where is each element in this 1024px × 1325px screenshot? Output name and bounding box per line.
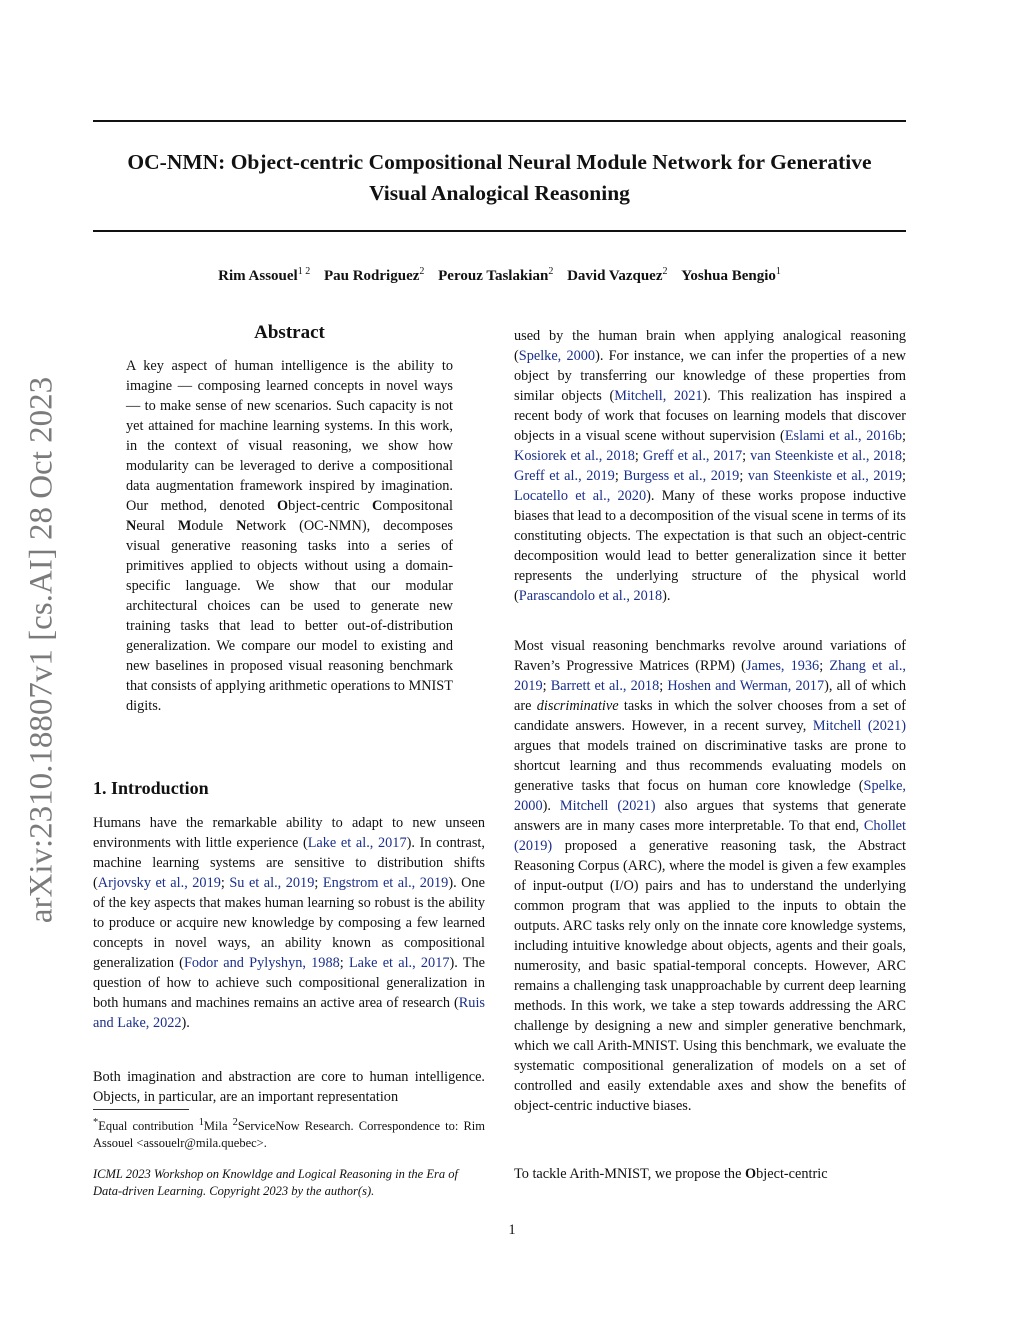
citation-link[interactable]: Fodor and Pylyshyn, 1988 (183, 955, 340, 971)
right-paragraph-2: Most visual reasoning benchmarks revolve around variations of Raven’s Progressive Matrices (RPM) (James, 1936; Zhang et al., 2019; Barrett et al., 2018; Hoshen and Werman, 2017), all of which are discriminative tasks in which the solver chooses from a set of candidate answers. However, in a recent survey, Mitchell (2021) argues that models trained on discriminative tasks are prone to shortcut learning and thus recommends evaluating models on generative tasks that focus on human core knowledge (Spelke, 2000). Mitchell (2021) also argues that systems that generate answers are in many cases more interpretable. To that end, Chollet (2019) proposed a generative reasoning task, the Abstract Reasoning Corpus (ARC), where the model is given a few examples of input-output (I/O) pairs and has to understand the underlying common program that was applied to the inputs to obtain the outputs. ARC tasks rely only on the innate core knowledge systems, including intuitive knowledge about objects, agents and their goals, numerosity, and basic spatial-temporal concepts. However, ARC remains a challenging task unapproachable by current deep learning methods. In this work, we take a step towards addressing the ARC challenge by designing a new and simpler generative benchmark, which we call Arith-MNIST. Using this benchmark, we evaluate the systematic compositional generalization of models on a set of controlled and easily extendable axes and show the benefits of object-centric inductive biases. (514, 638, 907, 1114)
paper-title-line-1: OC-NMN: Object-centric Compositional Neural Module Network for Generative (127, 150, 872, 174)
author: Perouz Taslakian$^2$ (438, 266, 554, 284)
arxiv-stamp: arXiv:2310.18807v1 [cs.AI] 28 Oct 2023 (23, 376, 60, 924)
paper-title (93, 147, 906, 209)
author-list (93, 266, 906, 285)
title-rule-bottom (93, 230, 906, 232)
section-heading-introduction: 1. Introduction (93, 778, 209, 798)
citation-link[interactable]: Greff et al., 2017 (642, 448, 743, 464)
author: Rim Assouel$^{1 2}$ (218, 266, 311, 284)
citation-link[interactable]: Arjovsky et al., 2019 (97, 875, 221, 891)
footnote: *Equal contribution $^1$Mila $^2$ServiceNow Research. Correspondence to: Rim Assouel <assouelr@mila.quebec>. (93, 1117, 485, 1151)
citation-link[interactable]: Lake et al., 2017 (348, 955, 450, 971)
citation-link[interactable]: Parascandolo et al., 2018 (518, 588, 663, 604)
citation-link[interactable]: Engstrom et al., 2019 (322, 875, 449, 891)
author: David Vazquez$^2$ (567, 266, 668, 284)
citation-link[interactable]: Barrett et al., 2018 (550, 678, 660, 694)
author: Yoshua Bengio$^1$ (681, 266, 781, 284)
abstract-body (126, 356, 453, 716)
paper-title-line-2: Visual Analogical Reasoning (369, 181, 630, 205)
citation-link[interactable]: Spelke, 2000 (514, 778, 906, 814)
citation-link[interactable]: Kosiorek et al., 2018 (514, 448, 635, 464)
citation-link[interactable]: Mitchell (2021) (559, 798, 656, 814)
citation-link[interactable]: Eslami et al., 2016b (784, 428, 903, 444)
intro-paragraph-1: Humans have the remarkable ability to adapt to new unseen environments with little experience (Lake et al., 2017). In contrast, machine learning systems are sensitive to distribution shifts (Arjovsky et al., 2019; Su et al., 2019; Engstrom et al., 2019). One of the key aspects that makes human learning so robust is the ability to produce or acquire new knowledge by composing a few learned concepts in novel ways, an ability known as compositional generalization (Fodor and Pylyshyn, 1988; Lake et al., 2017). The question of how to achieve such compositional generalization in both humans and machines remains an active area of research (Ruis and Lake, 2022). (93, 815, 486, 1031)
right-paragraph-3: To tackle Arith-MNIST, we propose the Object-centric (514, 1166, 828, 1182)
citation-link[interactable]: van Steenkiste et al., 2018 (750, 448, 903, 464)
citation-link[interactable]: Greff et al., 2019 (514, 468, 615, 484)
citation-link[interactable]: Lake et al., 2017 (307, 835, 407, 851)
citation-link[interactable]: van Steenkiste et al., 2019 (747, 468, 903, 484)
page-number: 1 (508, 1222, 516, 1238)
author: Pau Rodriguez$^2$ (323, 266, 425, 284)
title-rule-top (93, 120, 906, 122)
citation-link[interactable]: Ruis and Lake, 2022 (93, 995, 485, 1031)
citation-link[interactable]: Mitchell (2021) (812, 718, 906, 734)
abstract-heading: Abstract (254, 322, 325, 343)
intro-paragraph-2: Both imagination and abstraction are core to human intelligence. Objects, in particular, are an important representation (93, 1069, 485, 1105)
citation-link[interactable]: Locatello et al., 2020 (514, 488, 647, 504)
citation-link[interactable]: Spelke, 2000 (518, 348, 596, 364)
citation-link[interactable]: Mitchell, 2021 (614, 388, 703, 404)
citation-link[interactable]: James, 1936 (745, 658, 820, 674)
footnote-rule (93, 1109, 189, 1110)
citation-link[interactable]: Hoshen and Werman, 2017 (667, 678, 825, 694)
citation-link[interactable]: Burgess et al., 2019 (623, 468, 740, 484)
venue-note: ICML 2023 Workshop on Knowldge and Logical Reasoning in the Era of Data-driven Learning. Copyright 2023 by the author(s). (93, 1167, 458, 1198)
citation-link[interactable]: Su et al., 2019 (229, 875, 315, 891)
citation-link[interactable]: Zhang et al., 2019 (514, 658, 906, 694)
citation-link[interactable]: Chollet (2019) (514, 818, 906, 854)
abstract-text: A key aspect of human intelligence is the ability to imagine — composing learned concepts in novel ways — to make sense of new scenarios. Such capacity is not yet attained for machine learning systems. In this work, in the context of visual reasoning, we show how modularity can be leveraged to derive a compositional data augmentation framework inspired by imagination. Our method, denoted Object-centric Compositonal Neural Module Network (OC-NMN), decomposes visual generative reasoning tasks into a series of primitives applied to objects without using a domain-specific language. We show that our modular architectural choices can be used to generate new training tasks that lead to better out-of-distribution generalization. We compare our model to existing and new baselines in proposed visual reasoning benchmark that consists of applying arithmetic operations to MNIST digits. (126, 358, 454, 714)
right-paragraph-1: used by the human brain when applying analogical reasoning (Spelke, 2000). For instance, we can infer the properties of a new object by transferring our knowledge of these properties from similar objects (Mitchell, 2021). This realization has inspired a recent body of work that focuses on learning models that discover objects in a visual scene without supervision (Eslami et al., 2016b; Kosiorek et al., 2018; Greff et al., 2017; van Steenkiste et al., 2018; Greff et al., 2019; Burgess et al., 2019; van Steenkiste et al., 2019; Locatello et al., 2020). Many of these works propose inductive biases that lead to a decomposition of the visual scene in terms of its constituting objects. The expectation is that such an object-centric decomposition would lead to better generalization since it better represents the underlying structure of the physical world (Parascandolo et al., 2018). (514, 328, 907, 604)
